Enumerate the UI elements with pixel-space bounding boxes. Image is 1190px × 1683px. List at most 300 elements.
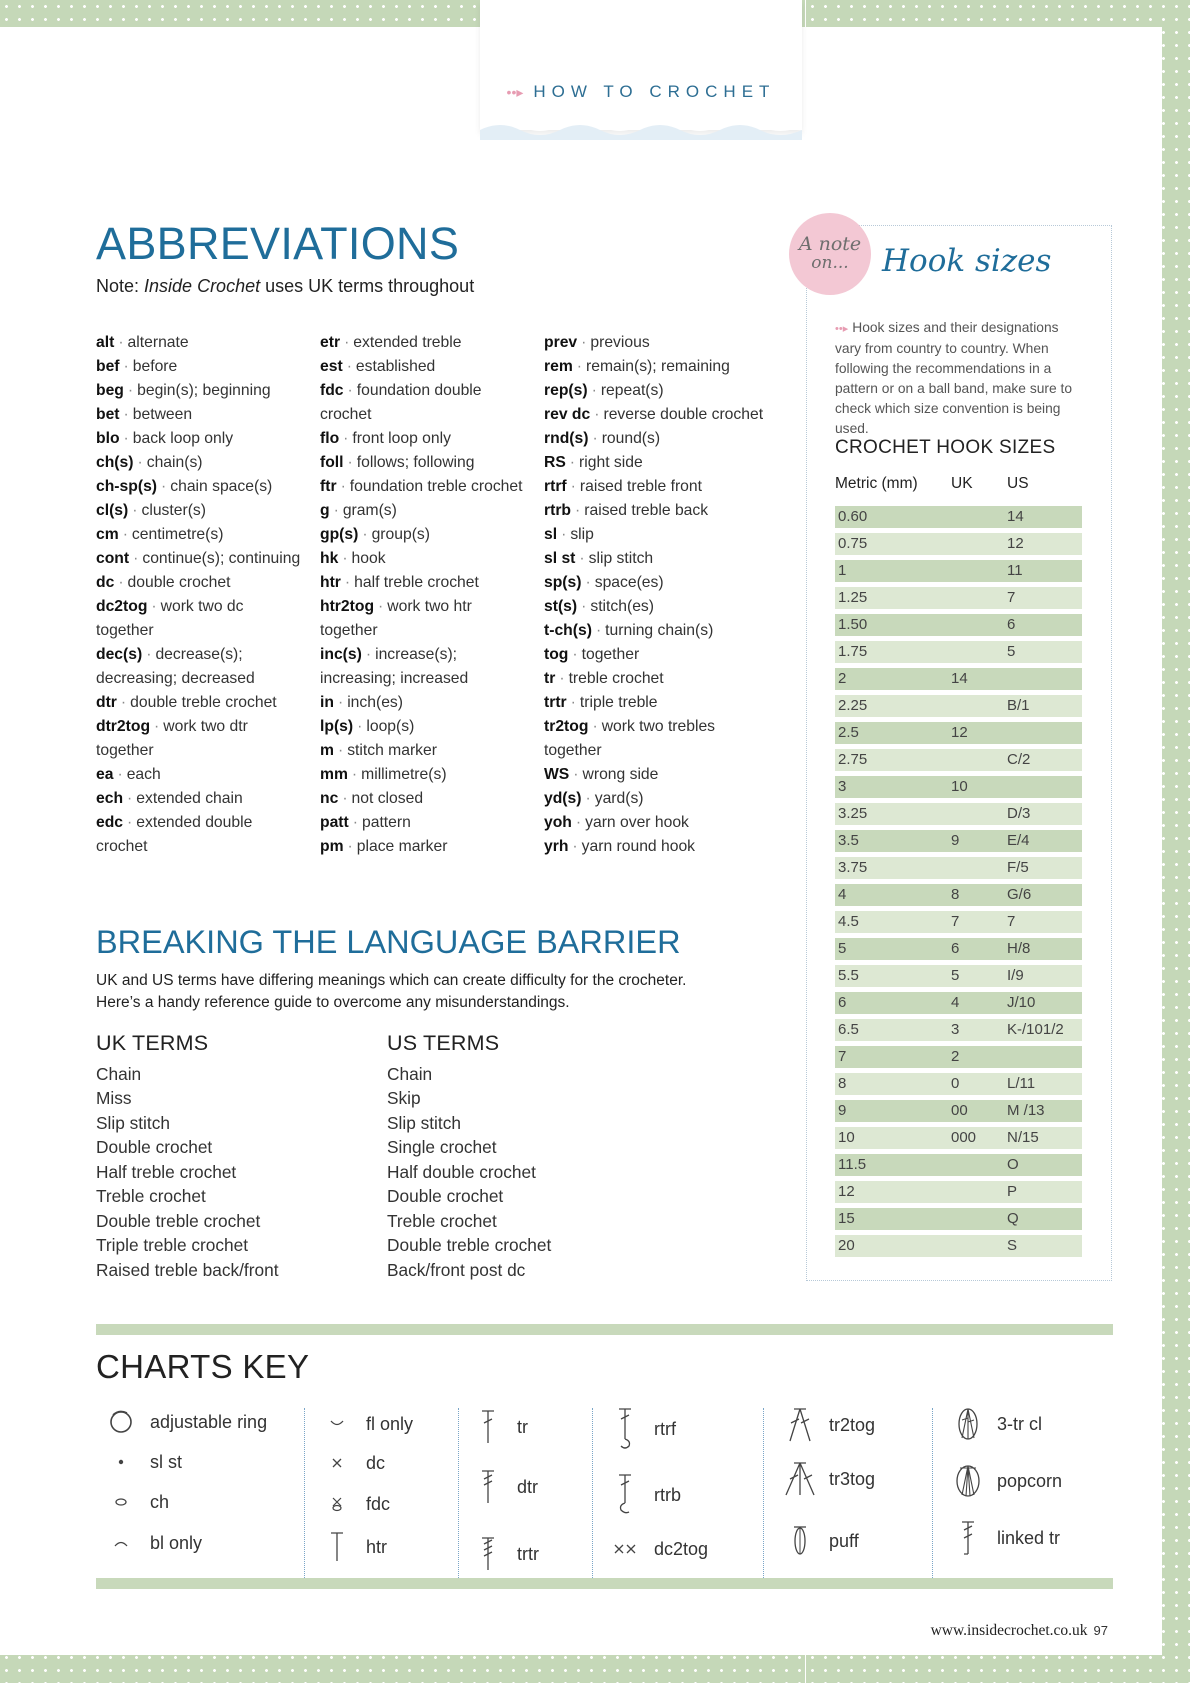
separator-dot: · <box>132 502 138 519</box>
metric-size: 9 <box>838 1102 847 1119</box>
abbreviation-definition: continue(s); continuing <box>142 550 301 567</box>
oval-icon <box>96 1483 146 1521</box>
hook-description-text: Hook sizes and their designations vary from country to country. When following the recommendations in a pattern or on a ball band, make sure to check which size convention is being used. <box>835 320 1072 436</box>
abbreviation-definition: slip <box>570 526 594 543</box>
chart-key-item <box>463 1468 538 1506</box>
website-url: www.insidecrochet.co.uk <box>930 1622 1088 1639</box>
us-term: Back/front post dc <box>387 1259 526 1280</box>
abbreviation-definition: each <box>126 766 161 783</box>
trtr-icon <box>463 1535 513 1573</box>
metric-size: 0.60 <box>838 508 868 525</box>
abbreviation-entry <box>320 835 525 859</box>
hook-size-row <box>835 641 1082 663</box>
abbreviation-term: mm <box>320 766 348 783</box>
abbreviation-definition: increase(s); increasing; increased <box>320 646 469 687</box>
charts-key-top-bar <box>96 1324 1113 1335</box>
chart-key-item <box>312 1528 387 1566</box>
separator-dot: · <box>352 814 358 831</box>
abbreviation-term: foll <box>320 454 344 471</box>
uk-term: Raised treble back/front <box>96 1259 279 1280</box>
abbreviation-definition: treble crochet <box>568 670 664 687</box>
wave-edge <box>480 120 802 140</box>
abbreviation-definition: work two trebles together <box>544 718 716 759</box>
abbreviation-definition: stitch(es) <box>590 598 654 615</box>
us-term: Skip <box>387 1088 421 1108</box>
abbreviation-entry <box>320 739 525 763</box>
chart-key-item <box>312 1405 413 1443</box>
abbreviation-entry <box>96 355 301 379</box>
uk-term: Half treble crochet <box>96 1161 237 1182</box>
abbreviation-term: m <box>320 742 334 759</box>
metric-size: 3 <box>838 778 847 795</box>
hook-size-row <box>835 1100 1082 1122</box>
abbreviation-column-2 <box>320 331 525 859</box>
separator-dot: · <box>118 574 124 591</box>
abbreviation-definition: loop(s) <box>366 718 415 735</box>
separator-dot: · <box>559 670 565 687</box>
abbreviation-definition: place marker <box>356 838 448 855</box>
abbreviation-term: yrh <box>544 838 569 855</box>
abbreviation-term: cl(s) <box>96 502 129 519</box>
abbreviation-term: dtr2tog <box>96 718 151 735</box>
separator-dot: · <box>337 694 344 711</box>
separator-dot: · <box>581 334 587 351</box>
chart-key-label: rtrf <box>654 1418 676 1439</box>
chart-key-item <box>96 1524 202 1562</box>
abbreviation-term: sp(s) <box>544 574 582 591</box>
abbreviation-term: fdc <box>320 382 344 399</box>
abbreviation-entry <box>320 787 525 811</box>
separator-dot: · <box>591 382 597 399</box>
hook-size-row <box>835 749 1082 771</box>
popcorn-icon <box>943 1462 993 1500</box>
us-size: S <box>1007 1237 1018 1254</box>
us-term: Double crochet <box>387 1186 504 1206</box>
tr2tog-icon <box>775 1406 825 1444</box>
us-size: F/5 <box>1007 859 1029 876</box>
hook-size-row <box>835 1154 1082 1176</box>
cross-icon <box>312 1444 362 1482</box>
chart-key-label: tr2tog <box>829 1414 876 1435</box>
abbreviation-entry <box>320 811 525 835</box>
abbreviation-entry <box>96 763 301 787</box>
chart-key-label: linked tr <box>997 1527 1061 1548</box>
uk-terms-note <box>96 276 474 297</box>
hook-size-row <box>835 668 1082 690</box>
abbreviation-entry <box>96 331 301 355</box>
language-intro: UK and US terms have differing meanings which can create difficulty for the crocheter. Here’s a handy reference guide to overcome any misunderstandings. <box>96 972 687 1011</box>
abbreviation-definition: reverse double crochet <box>603 406 764 423</box>
key-divider <box>592 1408 593 1578</box>
metric-size: 2.25 <box>838 697 868 714</box>
chart-key-item <box>943 1519 1060 1557</box>
abbreviation-term: ech <box>96 790 124 807</box>
hook-size-row <box>835 938 1082 960</box>
separator-dot: · <box>585 574 591 591</box>
chart-key-item <box>96 1483 169 1521</box>
separator-dot: · <box>365 646 372 663</box>
abbreviation-entry <box>96 715 301 763</box>
abbreviation-term: rep(s) <box>544 382 588 399</box>
separator-dot: · <box>570 478 576 495</box>
abbreviation-entry <box>544 835 764 859</box>
separator-dot: · <box>154 718 160 735</box>
abbreviation-term: dc2tog <box>96 598 148 615</box>
puff-icon <box>775 1522 825 1560</box>
chart-key-item <box>312 1444 385 1482</box>
hook-table-title: CROCHET HOOK SIZES <box>835 437 1056 458</box>
separator-dot: · <box>337 742 344 759</box>
separator-dot: · <box>575 814 582 831</box>
abbreviation-entry <box>96 523 301 547</box>
arc-top-icon <box>96 1524 146 1562</box>
abbreviation-term: inc(s) <box>320 646 362 663</box>
abbreviation-entry <box>96 427 301 451</box>
chart-key-item <box>943 1405 1042 1443</box>
separator-dot: · <box>576 358 583 375</box>
abbreviation-entry <box>544 451 764 475</box>
abbreviation-term: edc <box>96 814 124 831</box>
abbreviation-entry <box>96 691 301 715</box>
separator-dot: · <box>151 598 157 615</box>
abbreviation-entry <box>96 403 301 427</box>
abbreviation-entry <box>544 667 764 691</box>
abbreviation-entry <box>544 763 764 787</box>
abbreviation-entry <box>320 499 525 523</box>
separator-dot: · <box>569 454 576 471</box>
abbreviation-definition: not closed <box>351 790 424 807</box>
linked-tr-icon <box>943 1519 993 1557</box>
abbreviation-entry <box>320 451 525 475</box>
chart-key-item <box>600 1476 681 1514</box>
hook-size-row <box>835 614 1082 636</box>
chart-key-item <box>600 1410 676 1448</box>
us-size: N/15 <box>1007 1129 1039 1146</box>
abbreviation-definition: work two htr together <box>320 598 472 639</box>
uk-size: 14 <box>951 670 968 687</box>
hook-size-row <box>835 1208 1082 1230</box>
arrow-icon: ••▸ <box>506 84 524 100</box>
abbreviation-definition: extended chain <box>136 790 243 807</box>
abbreviation-term: bef <box>96 358 120 375</box>
badge-line-1: A note <box>798 233 862 255</box>
abbreviation-term: pm <box>320 838 344 855</box>
hook-size-row <box>835 695 1082 717</box>
double-cross-icon <box>600 1530 650 1568</box>
chart-key-label: sl st <box>150 1451 183 1472</box>
hook-sizes-title: Hook sizes <box>882 243 1052 279</box>
bottom-strip-divider <box>805 1655 806 1683</box>
abbreviation-term: WS <box>544 766 570 783</box>
chart-key-item <box>463 1535 539 1573</box>
us-size: P <box>1007 1183 1018 1200</box>
abbreviation-entry <box>544 355 764 379</box>
separator-dot: · <box>585 790 591 807</box>
hook-size-row <box>835 965 1082 987</box>
uk-term: Double treble crochet <box>96 1210 261 1231</box>
metric-size: 6 <box>838 994 847 1011</box>
separator-dot: · <box>592 430 598 447</box>
abbreviation-term: in <box>320 694 334 711</box>
abbreviation-definition: half treble crochet <box>354 574 479 591</box>
abbreviation-entry <box>544 787 764 811</box>
uk-size: 8 <box>951 886 960 903</box>
abbreviation-term: yoh <box>544 814 572 831</box>
dot-icon <box>96 1443 146 1481</box>
separator-dot: · <box>123 430 129 447</box>
chart-key-label: dc <box>366 1452 386 1473</box>
us-size: 14 <box>1007 508 1024 525</box>
abbreviation-definition: right side <box>579 454 643 471</box>
abbreviation-term: cm <box>96 526 119 543</box>
tr3tog-icon <box>775 1460 825 1498</box>
abbreviation-entry <box>544 811 764 835</box>
abbreviation-entry <box>544 715 764 763</box>
cross-oval-icon <box>312 1485 362 1523</box>
rtrb-icon <box>600 1476 650 1514</box>
top-strip-divider <box>805 0 806 27</box>
abbreviation-term: htr <box>320 574 341 591</box>
abbreviation-entry <box>544 427 764 451</box>
abbreviation-definition: established <box>355 358 436 375</box>
abbreviation-term: lp(s) <box>320 718 354 735</box>
section-label <box>480 82 802 102</box>
hook-size-row <box>835 560 1082 582</box>
us-size: E/4 <box>1007 832 1030 849</box>
us-size: J/10 <box>1007 994 1036 1011</box>
abbreviation-definition: yarn over hook <box>585 814 689 831</box>
metric-size: 11.5 <box>838 1156 867 1173</box>
us-size: H/8 <box>1007 940 1031 957</box>
abbreviation-term: est <box>320 358 343 375</box>
abbreviation-term: g <box>320 502 330 519</box>
abbreviation-definition: hook <box>351 550 386 567</box>
abbreviation-entry <box>96 547 301 571</box>
metric-size: 1 <box>838 562 847 579</box>
abbreviation-entry <box>544 643 764 667</box>
hook-size-row <box>835 1046 1082 1068</box>
abbreviation-definition: triple treble <box>579 694 658 711</box>
uk-size: 6 <box>951 940 960 957</box>
chart-key-label: trtr <box>517 1543 539 1564</box>
separator-dot: · <box>146 646 152 663</box>
abbreviation-term: etr <box>320 334 341 351</box>
us-term: Double treble crochet <box>387 1235 552 1255</box>
abbreviation-entry <box>544 499 764 523</box>
chart-key-item <box>96 1403 267 1441</box>
uk-size: 00 <box>951 1102 968 1119</box>
metric-size: 0.75 <box>838 535 868 552</box>
us-size: 11 <box>1007 562 1023 579</box>
abbreviation-definition: inch(es) <box>347 694 403 711</box>
metric-size: 2.75 <box>838 751 868 768</box>
abbreviation-term: yd(s) <box>544 790 582 807</box>
separator-dot: · <box>127 814 133 831</box>
abbreviation-definition: chain space(s) <box>170 478 273 495</box>
cluster-icon <box>943 1405 993 1443</box>
abbreviation-entry <box>96 811 301 859</box>
abbreviation-definition: slip stitch <box>588 550 654 567</box>
note-prefix: Note: <box>96 276 145 296</box>
abbreviation-entry <box>320 763 525 787</box>
chart-key-label: puff <box>829 1530 859 1551</box>
abbreviation-entry <box>544 619 764 643</box>
abbreviation-term: dtr <box>96 694 117 711</box>
us-term: Slip stitch <box>387 1112 461 1133</box>
abbreviation-entry <box>544 523 764 547</box>
abbreviation-definition: cluster(s) <box>141 502 206 519</box>
abbreviation-definition: gram(s) <box>342 502 397 519</box>
abbreviation-term: hk <box>320 550 339 567</box>
abbreviation-entry <box>544 571 764 595</box>
abbreviation-term: rtrb <box>544 502 572 519</box>
abbreviation-definition: follows; following <box>356 454 475 471</box>
separator-dot: · <box>340 478 346 495</box>
separator-dot: · <box>573 766 579 783</box>
us-size: Q <box>1007 1210 1019 1227</box>
abbreviation-term: st(s) <box>544 598 578 615</box>
abbreviation-definition: extended treble <box>353 334 462 351</box>
abbreviation-column-1 <box>96 331 301 859</box>
separator-dot: · <box>346 358 352 375</box>
abbreviation-term: htr2tog <box>320 598 375 615</box>
metric-size: 1.25 <box>838 589 868 606</box>
ring-icon <box>96 1403 146 1441</box>
abbreviation-definition: before <box>132 358 178 375</box>
abbreviation-definition: double treble crochet <box>130 694 277 711</box>
separator-dot: · <box>127 382 134 399</box>
chart-key-item <box>312 1485 390 1523</box>
chart-key-label: dtr <box>517 1476 539 1497</box>
us-size: I/9 <box>1007 967 1024 984</box>
key-divider <box>304 1408 305 1578</box>
page-footer <box>931 1622 1108 1640</box>
abbreviation-definition: double crochet <box>127 574 231 591</box>
separator-dot: · <box>127 790 133 807</box>
abbreviation-term: rnd(s) <box>544 430 589 447</box>
separator-dot: · <box>581 598 587 615</box>
uk-size: 000 <box>951 1129 977 1146</box>
abbreviation-term: patt <box>320 814 349 831</box>
us-size: 12 <box>1007 535 1024 552</box>
separator-dot: · <box>120 694 127 711</box>
us-size: O <box>1007 1156 1019 1173</box>
abbreviation-definition: foundation treble crochet <box>349 478 523 495</box>
chart-key-label: dc2tog <box>654 1538 709 1559</box>
abbreviation-term: RS <box>544 454 566 471</box>
abbreviation-entry <box>320 595 525 643</box>
abbreviation-definition: centimetre(s) <box>131 526 224 543</box>
separator-dot: · <box>592 718 598 735</box>
uk-term: Treble crochet <box>96 1186 206 1206</box>
us-size: 6 <box>1007 616 1016 633</box>
abbreviation-definition: alternate <box>127 334 189 351</box>
abbreviation-term: cont <box>96 550 130 567</box>
uk-size: 5 <box>951 967 960 984</box>
separator-dot: · <box>133 550 139 567</box>
abbreviation-term: t-ch(s) <box>544 622 592 639</box>
abbreviation-entry <box>96 499 301 523</box>
abbreviation-term: tog <box>544 646 569 663</box>
abbreviation-definition: chain(s) <box>146 454 203 471</box>
separator-dot: · <box>572 838 578 855</box>
us-size: 5 <box>1007 643 1016 660</box>
abbreviation-term: sl st <box>544 550 576 567</box>
chart-key-label: popcorn <box>997 1470 1063 1491</box>
metric-size: 2 <box>838 670 847 687</box>
abbreviation-term: dec(s) <box>96 646 143 663</box>
abbreviation-definition: together <box>581 646 640 663</box>
separator-dot: · <box>333 502 339 519</box>
abbreviation-entry <box>96 643 301 691</box>
abbreviation-definition: previous <box>590 334 650 351</box>
bullet-arrow-icon: ••▸ <box>835 323 849 335</box>
hook-size-row <box>835 803 1082 825</box>
separator-dot: · <box>378 598 384 615</box>
us-terms-header: US TERMS <box>387 1031 500 1055</box>
separator-dot: · <box>594 406 600 423</box>
separator-dot: · <box>342 790 348 807</box>
abbreviation-definition: remain(s); remaining <box>586 358 730 375</box>
hook-size-row <box>835 1073 1082 1095</box>
us-size: C/2 <box>1007 751 1031 768</box>
metric-size: 4 <box>838 886 847 903</box>
hook-size-row <box>835 533 1082 555</box>
abbreviation-entry <box>320 523 525 547</box>
abbreviation-entry <box>544 691 764 715</box>
abbreviation-definition: front loop only <box>352 430 451 447</box>
metric-size: 3.25 <box>838 805 868 822</box>
abbreviation-term: alt <box>96 334 115 351</box>
abbreviation-term: prev <box>544 334 578 351</box>
separator-dot: · <box>362 526 368 543</box>
chart-key-label: tr <box>517 1416 528 1437</box>
us-size: D/3 <box>1007 805 1031 822</box>
chart-key-label: 3-tr cl <box>997 1413 1042 1434</box>
metric-size: 2.5 <box>838 724 859 741</box>
us-size: 7 <box>1007 913 1016 930</box>
rtrf-icon <box>600 1410 650 1448</box>
header-metric: Metric (mm) <box>835 475 918 492</box>
abbreviation-definition: pattern <box>362 814 411 831</box>
chart-key-label: tr3tog <box>829 1468 876 1489</box>
metric-size: 15 <box>838 1210 855 1227</box>
chart-key-label: adjustable ring <box>150 1411 268 1432</box>
separator-dot: · <box>161 478 167 495</box>
abbreviation-entry <box>320 571 525 595</box>
separator-dot: · <box>575 502 581 519</box>
uk-size: 7 <box>951 913 960 930</box>
us-size: K-/101/2 <box>1007 1021 1064 1038</box>
separator-dot: · <box>351 766 358 783</box>
abbreviation-entry <box>320 715 525 739</box>
separator-dot: · <box>137 454 143 471</box>
separator-dot: · <box>595 622 602 639</box>
abbreviation-definition: extended double crochet <box>96 814 253 855</box>
badge-line-2: on... <box>811 253 849 273</box>
uk-terms-header: UK TERMS <box>96 1031 209 1055</box>
separator-dot: · <box>570 694 576 711</box>
separator-dot: · <box>347 838 353 855</box>
abbreviation-entry <box>320 643 525 691</box>
uk-size: 2 <box>951 1048 960 1065</box>
abbreviation-entry <box>544 379 764 403</box>
abbreviation-definition: repeat(s) <box>600 382 664 399</box>
uk-size: 10 <box>951 778 968 795</box>
key-divider <box>763 1408 764 1578</box>
chart-key-item <box>96 1443 182 1481</box>
arc-bottom-icon <box>312 1405 362 1443</box>
